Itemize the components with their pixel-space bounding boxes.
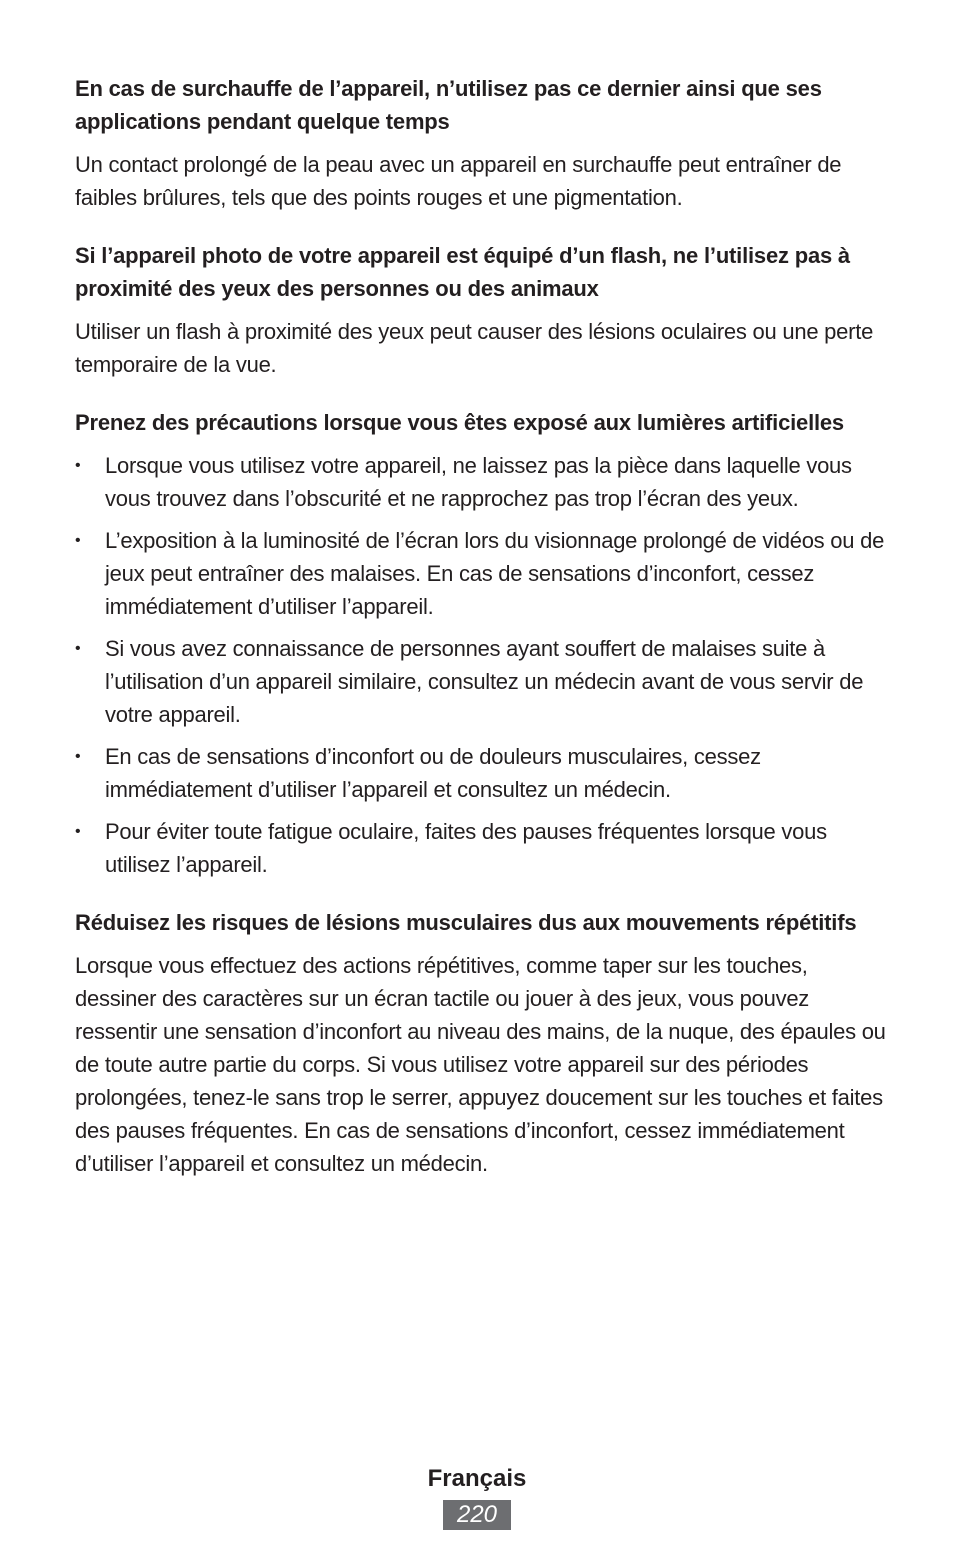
page-number: 220 (443, 1500, 511, 1530)
list-item (75, 740, 887, 806)
section-heading: Si l’appareil photo de votre appareil est équipé d’un flash, ne l’utilisez pas à proximité des yeux des personnes ou des animaux (75, 243, 850, 301)
list-item (75, 632, 887, 731)
list-item-text: Si vous avez connaissance de personnes ayant souffert de malaises suite à l’utilisation d’un appareil similaire, consultez un médecin avant de vous servir de votre appareil. (105, 636, 864, 727)
section-heading: En cas de surchauffe de l’appareil, n’utilisez pas ce dernier ainsi que ses applications pendant quelque temps (75, 76, 822, 134)
document-body (75, 72, 887, 1205)
bullet-list (75, 449, 887, 881)
section-repetitive-motion (75, 906, 887, 1180)
list-item-text: En cas de sensations d’inconfort ou de douleurs musculaires, cessez immédiatement d’utiliser l’appareil et consultez un médecin. (105, 744, 761, 802)
list-item-text: L’exposition à la luminosité de l’écran lors du visionnage prolongé de vidéos ou de jeux peut entraîner des malaises. En cas de sensations d’inconfort, cessez immédiatement d’utiliser l’appareil. (105, 528, 885, 619)
section-overheating (75, 72, 887, 214)
bullet-icon: • (75, 457, 81, 474)
list-item-text: Lorsque vous utilisez votre appareil, ne laissez pas la pièce dans laquelle vous vous trouvez dans l’obscurité et ne rapprochez pas trop l’écran des yeux. (105, 453, 852, 511)
list-item (75, 815, 887, 881)
page-footer (0, 1462, 954, 1530)
section-flash (75, 239, 887, 381)
footer-language: Français (427, 1465, 527, 1492)
bullet-icon: • (75, 823, 81, 840)
list-item-text: Pour éviter toute fatigue oculaire, faites des pauses fréquentes lorsque vous utilisez l’appareil. (105, 819, 827, 877)
list-item (75, 524, 887, 623)
bullet-icon: • (75, 532, 81, 549)
section-heading: Réduisez les risques de lésions musculaires dus aux mouvements répétitifs (75, 910, 857, 935)
section-paragraph: Lorsque vous effectuez des actions répétitives, comme taper sur les touches, dessiner des caractères sur un écran tactile ou jouer à des jeux, vous pouvez ressentir une sensation d’inconfort au niveau des mains, de la nuque, des épaules ou de toute autre partie du corps. Si vous utilisez votre appareil sur des périodes prolongées, tenez-le sans trop le serrer, appuyez doucement sur les touches et faites des pauses fréquentes. En cas de sensations d’inconfort, cessez immédiatement d’utiliser l’appareil et consultez un médecin. (75, 953, 886, 1176)
bullet-icon: • (75, 640, 81, 657)
bullet-icon: • (75, 748, 81, 765)
section-paragraph: Utiliser un flash à proximité des yeux peut causer des lésions oculaires ou une perte temporaire de la vue. (75, 319, 874, 377)
section-artificial-light (75, 406, 887, 881)
section-paragraph: Un contact prolongé de la peau avec un appareil en surchauffe peut entraîner de faibles brûlures, tels que des points rouges et une pigmentation. (75, 152, 842, 210)
section-heading: Prenez des précautions lorsque vous êtes exposé aux lumières artificielles (75, 410, 844, 435)
list-item (75, 449, 887, 515)
